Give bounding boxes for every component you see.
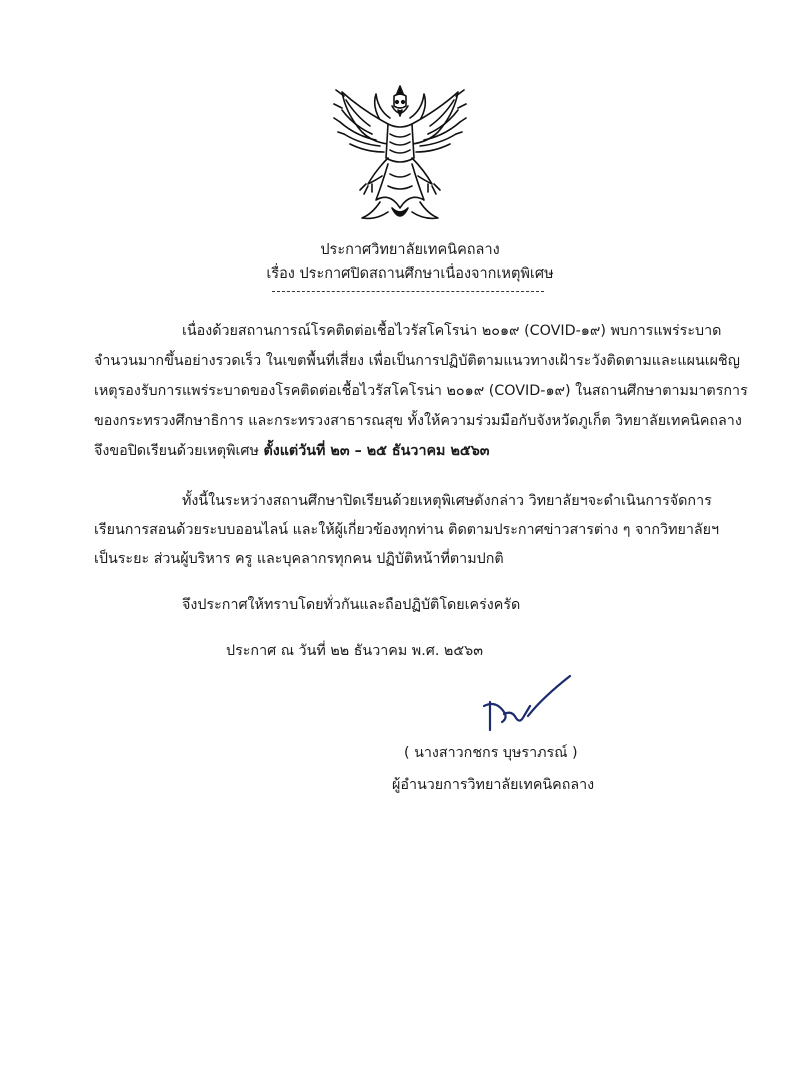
- para1-line-5: [94, 441, 490, 461]
- para1-line-3: เหตุรองรับการแพร่ระบาดของโรคติดต่อเชื้อไวรัสโคโรน่า ๒๐๑๙ (COVID-๑๙) ในสถานศึกษาตามมาตรการ: [94, 383, 748, 399]
- closure-dates: ตั้งแต่วันที่ ๒๓ – ๒๕ ธันวาคม ๒๕๖๓: [263, 443, 490, 459]
- org-title: ประกาศวิทยาลัยเทคนิคถลาง: [320, 242, 500, 258]
- para1-last-prefix: จึงขอปิดเรียนด้วยเหตุพิเศษ: [94, 443, 264, 459]
- subject-title: เรื่อง ประกาศปิดสถานศึกษาเนื่องจากเหตุพิเศษ: [266, 266, 554, 282]
- para2-line-1: ทั้งนี้ในระหว่างสถานศึกษาปิดเรียนด้วยเหตุพิเศษดังกล่าว วิทยาลัยฯจะดำเนินการจัดการ: [182, 493, 712, 509]
- garuda-emblem-icon: [332, 80, 468, 230]
- signatory-position: ผู้อำนวยการวิทยาลัยเทคนิคถลาง: [392, 777, 595, 793]
- para2-line-3: เป็นระยะ ส่วนผู้บริหาร ครู และบุคลากรทุกคน ปฏิบัติหน้าที่ตามปกติ: [94, 551, 504, 567]
- para2-line-2: เรียนการสอนด้วยระบบออนไลน์ และให้ผู้เกี่ยวข้องทุกท่าน ติดตามประกาศข่าวสารต่าง ๆ จากวิทยาลัยฯ: [94, 522, 720, 538]
- para1-line-2: จำนวนมากขึ้นอย่างรวดเร็ว ในเขตพื้นที่เสี่ยง เพื่อเป็นการปฏิบัติตามแนวทางเฝ้าระวังติดตามและแผนเผชิญ: [94, 353, 740, 369]
- para1-line-4: ของกระทรวงศึกษาธิการ และกระทรวงสาธารณสุข ทั้งให้ความร่วมมือกับจังหวัดภูเก็ต วิทยาลัยเทคนิคถลาง: [94, 413, 742, 429]
- announcement-date: ประกาศ ณ วันที่ ๒๒ ธันวาคม พ.ศ. ๒๕๖๓: [226, 643, 484, 659]
- signatory-name: ( นางสาวกชกร บุษราภรณ์ ): [404, 745, 578, 761]
- divider-line: [272, 291, 544, 292]
- para1-line-1: เนื่องด้วยสถานการณ์โรคติดต่อเชื้อไวรัสโคโรน่า ๒๐๑๙ (COVID-๑๙) พบการแพร่ระบาด: [182, 323, 722, 339]
- signature-icon: [478, 672, 578, 732]
- closing-statement: จึงประกาศให้ทราบโดยทั่วกันและถือปฏิบัติโดยเคร่งครัด: [182, 597, 521, 613]
